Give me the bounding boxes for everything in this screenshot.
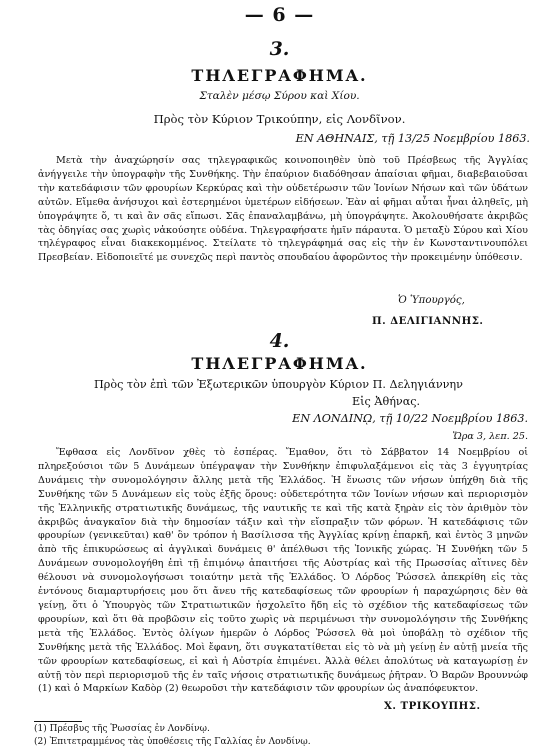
telegram-body: Μετὰ τὴν ἀναχώρησίν σας τηλεγραφικῶς κοινοποιηθὲν ὑπὸ τοῦ Πρέσβεως τῆς Ἀγγλίας ἀνήγγειλε τὴν ὑπογραφὴν τῆς Συνθήκης. Τὴν ἐπαύριον διαδόθησαν ἀπαίσιαι φῆμαι, διαβεβαιοῦσαι τὴν κατεδάφισιν τῶν φρουρίων Κερκύρας καὶ τὴν οὐδετέρωσιν τῶν Ἰονίων Νήσων καὶ τῶν ὑδάτων αὐτῶν. Εἴμεθα ἀνήσυχοι καὶ ἐστερημένοι ὑμετέρων εἰδήσεων. Ἐὰν αἱ φῆμαι αὗται ἦναι ἀληθεῖς, μὴ ὑπογράψητε ὅ, τι καὶ ἂν σᾶς εἴπωσι. Σᾶς ἐπαναλαμβάνω, μὴ ὑπογράψητε. Ἀκολουθήσατε ἀκριβῶς τὰς ὁδηγίας σας χωρὶς νἀκούσητε οὐδένα. Τηλεγραφήσατε ἡμῖν πάραυτα. Ὁ μεταξὺ Σύρου καὶ Χίου τηλέγραφος εἶναι διακεκομμένος. Στείλατε τὸ τηλεγράφημά σας εἰς τὴν ἐν Κωνσταντινουπόλει Πρεσβείαν. Εἰδοποιεῖτέ με συνεχῶς περὶ παντὸς σπουδαίου ἀφορῶντος τὴν προκειμένην ὑπόθεσιν. <box>38 155 528 264</box>
telegram-heading: ΤΗΛΕΓΡΑΦΗΜΑ. <box>191 66 368 85</box>
telegram-destination: Εἰς Ἀθήνας. <box>352 395 421 408</box>
footnote-divider <box>34 721 82 722</box>
signature-title: Ὁ Ὑπουργός, <box>398 295 465 306</box>
telegram-route: Σταλὲν μέσῳ Σύρου καὶ Χίου. <box>199 90 360 102</box>
footnote: (1) Πρέσβυς τῆς Ῥωσσίας ἐν Λονδίνῳ. <box>34 724 210 734</box>
telegram-dateline: ΕΝ ΛΟΝΔΙΝῼ, τῇ 10/22 Νοεμβρίου 1863. <box>292 412 528 425</box>
signature-name: Π. ΔΕΛΙΓΙΑΝΝΗΣ. <box>372 315 484 327</box>
telegram-addressee: Πρὸς τὸν Κύριον Τρικούπην, εἰς Λονδῖνον. <box>153 112 406 126</box>
telegram-dateline: ΕΝ ΑΘΗΝΑΙΣ, τῇ 13/25 Νοεμβρίου 1863. <box>295 132 530 145</box>
telegram-time: Ὥρα 3, λεπ. 25. <box>452 431 528 442</box>
footnote: (2) Ἐπιτετραμμένος τὰς ὑποθέσεις τῆς Γαλλίας ἐν Λονδίνῳ. <box>34 737 311 747</box>
telegram-heading: ΤΗΛΕΓΡΑΦΗΜΑ. <box>191 354 368 373</box>
page-number: — 6 — <box>244 4 315 26</box>
signature-name: Χ. ΤΡΙΚΟΥΠΗΣ. <box>384 700 481 712</box>
telegram-body: Ἔφθασα εἰς Λονδῖνον χθὲς τὸ ἑσπέρας. Ἔμαθον, ὅτι τὸ Σάββατον 14 Νοεμβρίου οἱ πληρεξούσιοι τῶν 5 Δυνάμεων ὑπέγραψαν τὴν Συνθήκην ἐπιφυλαξάμενοι εἰς τὰς 3 ἐγγυητρίας Δυνάμεις τὴν συνομολόγησιν ἄλλης μετὰ τῆς Ἑλλάδος. Ἡ ἕνωσις τῶν νήσων ὑπήχθη διὰ τῆς Συνθήκης τῶν 5 Δυνάμεων εἰς τοὺς ἑξῆς ὅρους: οὐδετερότητα τῶν Ἰονίων νήσων καὶ περιορισμὸν τῆς Ἑλληνικῆς στρατιωτικῆς δυνάμεως, τῆς ναυτικῆς τε καὶ τῆς κατὰ ξηρὰν εἰς τὸν ἀριθμὸν τὸν ἀκριβῶς ἀναγκαῖον διὰ τὴν δημοσίαν τάξιν καὶ τὴν εἴσπραξιν τῶν φόρων. Ἡ κατεδάφισις τῶν φρουρίων (γενικεῦται) καθ' ὃν τρόπον ἡ Βασίλισσα τῆς Ἀγγλίας κρίνῃ ἐπαρκῆ, καὶ ἐντὸς 3 μηνῶν ἀπὸ τῆς ἐπικυρώσεως αἱ ἀγγλικαὶ δυνάμεις θ' ἀπέλθωσι τῆς Ἰονικῆς χώρας. Ἡ Συνθήκη τῶν 5 Δυνάμεων συνομολογήθη ἐπὶ τῇ ἐπιμόνῳ ἀπαιτήσει τῆς Αὐστρίας καὶ τῆς Πρωσσίας αἵτινες δὲν θέλουσι νὰ συνομολογήσωσι τοιαύτην μετὰ τῆς Ἑλλάδος. Ὁ Λόρδος Ῥώσσελ ἀπεκρίθη εἰς τὰς ἐντόνους διαμαρτυρήσεις μου ὅτι ἄνευ τῆς κατεδαφίσεως τῶν φρουρίων ἡ παραχώρησις δὲν θὰ γείνῃ, ὅτι ὁ Ὑπουργὸς τῶν Στρατιωτικῶν ἠσχολεῖτο ἤδη εἰς τὸ σχέδιον τῆς κατεδαφίσεως τῶν φρουρίων, καὶ ὅτι θὰ προβῶσιν εἰς τοῦτο χωρὶς νὰ περιμένωσι τὴν συνομολόγησιν τῆς Συνθήκης μετὰ τῆς Ἑλλάδος. Ἐντὸς ὀλίγων ἡμερῶν ὁ Λόρδος Ῥώσσελ θὰ μοὶ ὑποβάλῃ τὸ σχέδιον τῆς Συνθήκης μετὰ τῆς Ἑλλάδος. Μοὶ ἔφανη, ὅτι συγκατατίθεται εἰς τὸ νὰ μὴ γείνῃ ἐν αὐτῇ μνεία τῆς τῶν φρουρίων κατεδαφίσεως, εἰ καὶ ἡ Αὐστρία ἐπιμένει. Ἀλλὰ θέλει ἀπολύτως νὰ καταγωρίσῃ ἐν αὐτῇ τὸν περὶ περιορισμοῦ τῆς ἐν ταῖς νήσοις στρατιωτικῆς δυνάμεως ῥῆτραν. Ὁ Βαρῶν Βρουννώφ (1) καὶ ὁ Μαρκίων Καδὸρ (2) θεωροῦσι τὴν κατεδάφισιν τῶν φρουρίων ὡς ἀναπόφευκτον. <box>38 447 528 695</box>
section-number: 4. <box>269 330 290 352</box>
section-number: 3. <box>269 38 290 60</box>
telegram-addressee: Πρὸς τὸν ἐπὶ τῶν Ἐξωτερικῶν ὑπουργὸν Κύριον Π. Δεληγιάννην <box>94 378 463 391</box>
